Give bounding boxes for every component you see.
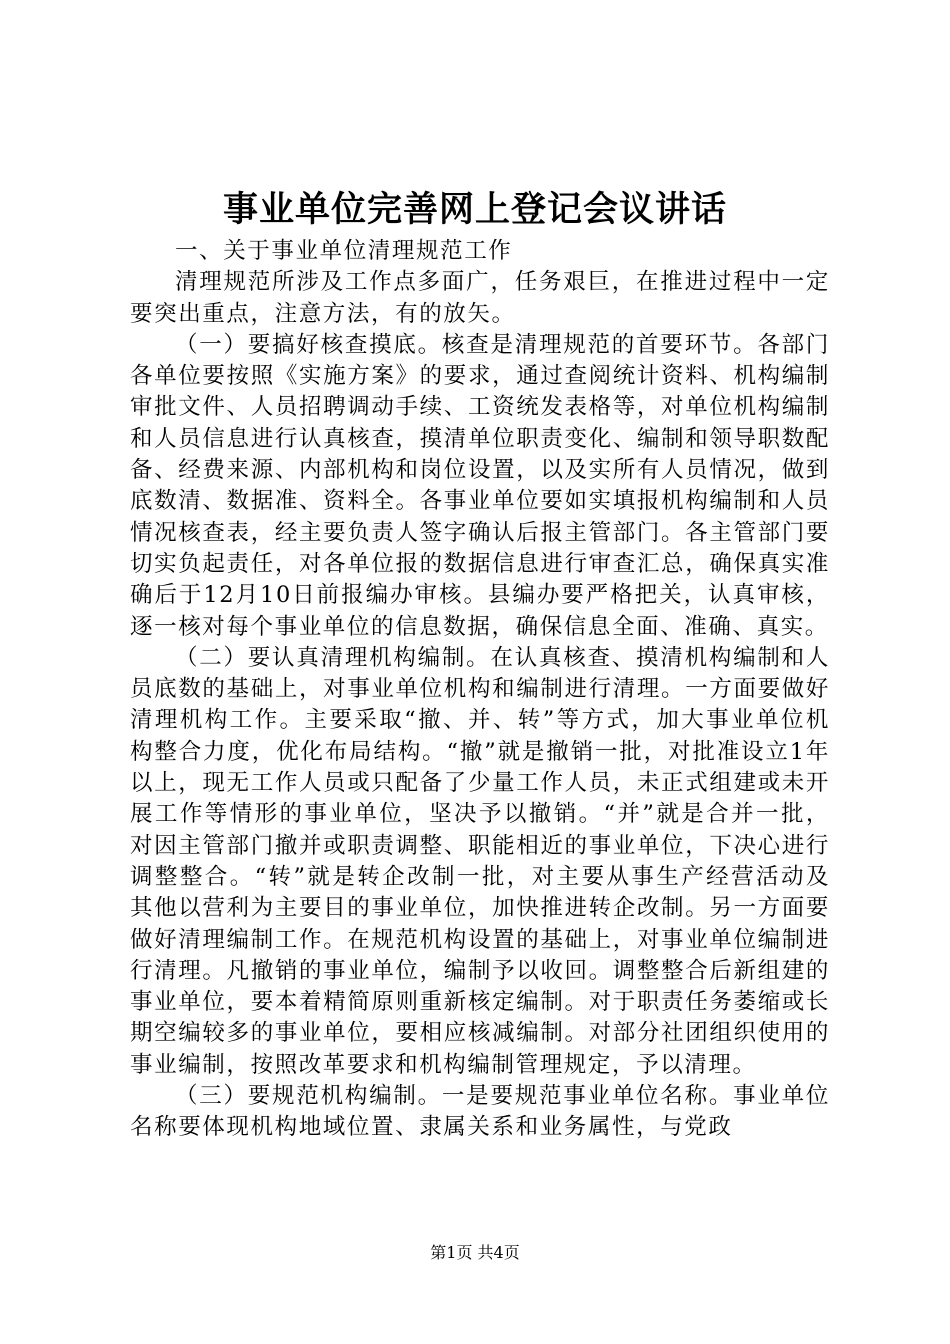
body-paragraph: （三）要规范机构编制。一是要规范事业单位名称。事业单位名称要体现机构地域位置、隶属关系和业务属性，与党政 <box>130 1083 830 1141</box>
document-body <box>130 236 830 1144</box>
body-paragraph: （二）要认真清理机构编制。在认真核查、摸清机构编制和人员底数的基础上，对事业单位机构和编制进行清理。一方面要做好清理机构工作。主要采取“撤、并、转”等方式，加大事业单位机构整合力度，优化布局结构。“撤”就是撤销一批，对批准设立1年以上，现无工作人员或只配备了少量工作人员，未正式组建或未开展工作等情形的事业单位，坚决予以撤销。“并”就是合并一批，对因主管部门撤并或职责调整、职能相近的事业单位，下决心进行调整整合。“转”就是转企改制一批，对主要从事生产经营活动及其他以营利为主要目的事业单位，加快推进转企改制。另一方面要做好清理编制工作。在规范机构设置的基础上，对事业单位编制进行清理。凡撤销的事业单位，编制予以收回。调整整合后新组建的事业单位，要本着精简原则重新核定编制。对于职责任务萎缩或长期空编较多的事业单位，要相应核减编制。对部分社团组织使用的事业编制，按照改革要求和机构编制管理规定，予以清理。 <box>130 644 830 1078</box>
body-paragraph: 清理规范所涉及工作点多面广，任务艰巨，在推进过程中一定要突出重点，注意方法，有的放矢。 <box>130 269 830 327</box>
document-title: 事业单位完善网上登记会议讲话 <box>222 189 727 230</box>
page-number: 第1页 共4页 <box>430 1243 520 1262</box>
section-heading: 一、关于事业单位清理规范工作 <box>175 238 513 264</box>
body-paragraph: （一）要搞好核查摸底。核查是清理规范的首要环节。各部门各单位要按照《实施方案》的要求，通过查阅统计资料、机构编制审批文件、人员招聘调动手续、工资统发表格等，对单位机构编制和人员信息进行认真核查，摸清单位职责变化、编制和领导职数配备、经费来源、内部机构和岗位设置，以及实所有人员情况，做到底数清、数据准、资料全。各事业单位要如实填报机构编制和人员情况核查表，经主要负责人签字确认后报主管部门。各主管部门要切实负起责任，对各单位报的数据信息进行审查汇总，确保真实准确后于12月10日前报编办审核。县编办要严格把关，认真审核，逐一核对每个事业单位的信息数据，确保信息全面、准确、真实。 <box>130 331 830 640</box>
